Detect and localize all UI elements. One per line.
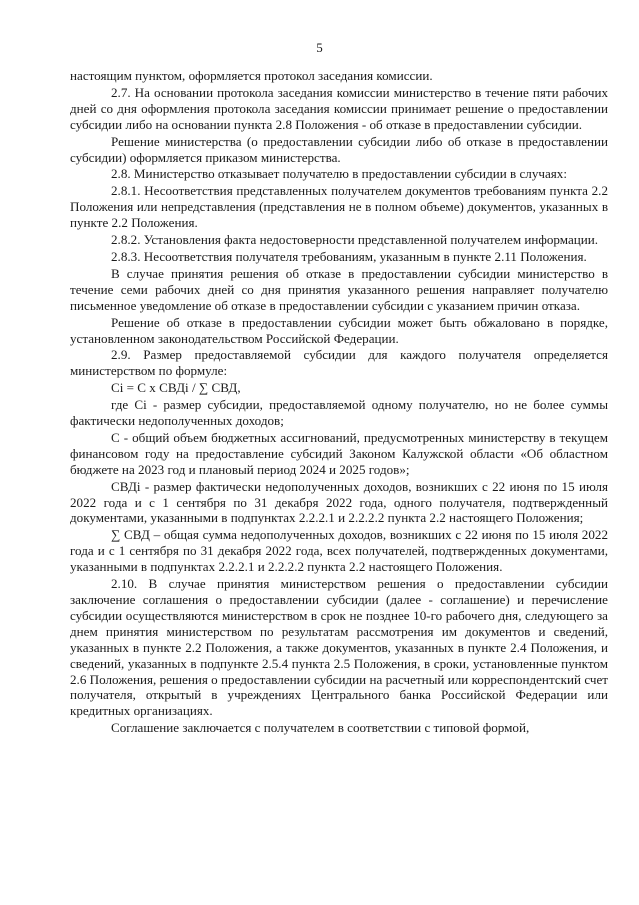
paragraph-refusal-notice: В случае принятия решения об отказе в предоставлении субсидии министерство в течение семи рабочих дней со дня принятия указанного решения направляет получателю письменное уведомление об отказе в предоставлении субсидии с указанием причин отказа. (70, 265, 608, 313)
paragraph-def-ci: где Ci - размер субсидии, предоставляемой одному получателю, но не более суммы фактически недополученных доходов; (70, 397, 608, 429)
paragraph-2-8: 2.8. Министерство отказывает получателю в предоставлении субсидии в случаях: (111, 166, 567, 182)
paragraph-2-10: 2.10. В случае принятия министерством решения о предоставлении субсидии заключение соглашения о предоставлении субсидии (далее - соглашение) и перечисление субсидии осуществляются министерством в срок не позднее 10-го рабочего дня, следующего за днем принятия министерством по результатам рассмотрения им документов и сведений, указанных в пункте 2.2 Положения, а также документов, указанных в пункте 2.4 Положения, и сведений, указанных в подпункте 2.5.4 пункта 2.5 Положения, в сроки, установленные пунктом 2.6 Положения, решения о предоставлении субсидии на расчетный или корреспондентский счет получателя, открытый в учреждениях Центрального банка Российской Федерации или кредитных организациях. (70, 576, 608, 719)
formula: Ci = C x СВДi / ∑ СВД, (111, 380, 241, 396)
paragraph-def-svdi: СВДi - размер фактически недополученных доходов, возникших с 22 июня по 15 июля 2022 года и с 1 сентября по 31 декабря 2022 года, одного получателя, подтвержденный документами, указанными в подпунктах 2.2.2.1 и 2.2.2.2 пункта 2.2 настоящего Положения; (70, 478, 608, 526)
paragraph-continuation: настоящим пунктом, оформляется протокол заседания комиссии. (70, 68, 433, 83)
paragraph-def-c: С - общий объем бюджетных ассигнований, предусмотренных министерству в текущем финансовом году на предоставление субсидий Законом Калужской области «Об областном бюджете на 2023 год и плановый период 2024 и 2025 годов»; (70, 429, 608, 477)
paragraph-2-8-1: 2.8.1. Несоответствия представленных получателем документов требованиям пункта 2.2 Положения или непредставления (представления не в полном объеме) документов, указанных в пункте 2.2 Положения. (70, 183, 608, 231)
document-body (70, 68, 608, 737)
paragraph-2-8-2: 2.8.2. Установления факта недостоверности представленной получателем информации. (111, 232, 599, 248)
paragraph-2-8-3: 2.8.3. Несоответствия получателя требованиям, указанным в пункте 2.11 Положения. (111, 248, 587, 264)
paragraph-appeal: Решение об отказе в предоставлении субсидии может быть обжаловано в порядке, установленном законодательством Российской Федерации. (70, 314, 608, 346)
paragraph-2-7: 2.7. На основании протокола заседания комиссии министерство в течение пяти рабочих дней со дня оформления протокола заседания комиссии принимает решение о предоставлении субсидии либо на основании пункта 2.8 Положения - об отказе в предоставлении субсидии. (70, 84, 608, 132)
paragraph-agreement: Соглашение заключается с получателем в соответствии с типовой формой, (111, 720, 530, 736)
paragraph-def-sum-svd: ∑ СВД – общая сумма недополученных доходов, возникших с 22 июня по 15 июля 2022 года и с 1 сентября по 31 декабря 2022 года, всех получателей, подтвержденных документами, указанными в подпунктах 2.2.2.1 и 2.2.2.2 пункта 2.2 настоящего Положения. (70, 527, 608, 575)
page-number: 5 (316, 40, 323, 55)
paragraph-decision: Решение министерства (о предоставлении субсидии либо об отказе в предоставлении субсидии) оформляется приказом министерства. (70, 133, 608, 165)
paragraph-2-9: 2.9. Размер предоставляемой субсидии для каждого получателя определяется министерством по формуле: (70, 347, 608, 379)
